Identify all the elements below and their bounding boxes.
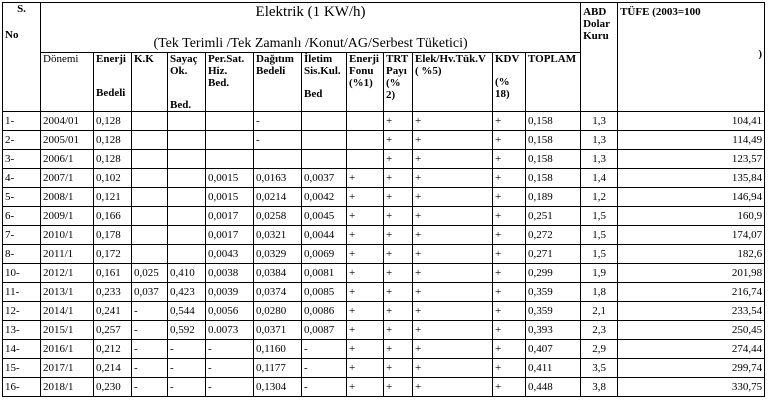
cell-kk: 0,037 <box>132 283 168 302</box>
table-row <box>3 264 765 283</box>
cell-kdv: + <box>493 150 526 169</box>
cell-no: 12- <box>3 302 41 321</box>
cell-donem: 2011/1 <box>41 245 94 264</box>
cell-dagitim <box>254 150 302 169</box>
col-iletim: İletim Sis.Kul. Bed <box>302 53 347 112</box>
col-toplam: TOPLAM <box>526 53 581 112</box>
cell-fonu: + <box>347 245 384 264</box>
cell-enerji: 0,128 <box>94 112 132 131</box>
cell-kk: 0,025 <box>132 264 168 283</box>
cell-trt: + <box>384 150 413 169</box>
cell-kk <box>132 207 168 226</box>
cell-sayac <box>168 207 206 226</box>
cell-iletim: - <box>302 340 347 359</box>
table-title <box>41 3 581 53</box>
cell-kur: 1,3 <box>581 112 618 131</box>
cell-kur: 2,9 <box>581 340 618 359</box>
cell-persat: 0,0017 <box>206 207 254 226</box>
cell-kdv: + <box>493 188 526 207</box>
cell-kdv: + <box>493 207 526 226</box>
cell-sayac: 0,410 <box>168 264 206 283</box>
table-row <box>3 359 765 378</box>
cell-iletim: - <box>302 378 347 397</box>
cell-trt: + <box>384 378 413 397</box>
cell-no: 7- <box>3 226 41 245</box>
cell-donem: 2015/1 <box>41 321 94 340</box>
col-kdv: KDV (% 18) <box>493 53 526 112</box>
cell-elek: + <box>413 340 493 359</box>
cell-persat: 0,0043 <box>206 245 254 264</box>
cell-kur: 2,3 <box>581 321 618 340</box>
cell-elek: + <box>413 245 493 264</box>
cell-iletim: - <box>302 359 347 378</box>
col-enerji-fonu: Enerji Fonu (%1) <box>347 53 384 112</box>
cell-persat: - <box>206 340 254 359</box>
cell-sayac <box>168 131 206 150</box>
col-sayac: Sayaç Ok. Bed. <box>168 53 206 112</box>
cell-tufe: 274,44 <box>618 340 765 359</box>
cell-tufe: 174,07 <box>618 226 765 245</box>
cell-sayac: 0,544 <box>168 302 206 321</box>
cell-trt: + <box>384 226 413 245</box>
cell-dagitim: 0,0214 <box>254 188 302 207</box>
cell-trt: + <box>384 188 413 207</box>
cell-tufe: 146,94 <box>618 188 765 207</box>
cell-kur: 3,5 <box>581 359 618 378</box>
cell-toplam: 0,158 <box>526 169 581 188</box>
cell-sayac: - <box>168 340 206 359</box>
tufe-header: TÜFE (2003=100 ) <box>618 3 765 112</box>
cell-elek: + <box>413 150 493 169</box>
cell-kk: - <box>132 321 168 340</box>
usd-rate-header: ABD Dolar Kuru <box>581 3 618 112</box>
table-row <box>3 207 765 226</box>
cell-trt: + <box>384 207 413 226</box>
cell-tufe: 330,75 <box>618 378 765 397</box>
cell-trt: + <box>384 302 413 321</box>
cell-iletim <box>302 112 347 131</box>
cell-persat <box>206 131 254 150</box>
cell-enerji: 0,128 <box>94 150 132 169</box>
table-row <box>3 245 765 264</box>
cell-iletim: 0,0085 <box>302 283 347 302</box>
table-row <box>3 378 765 397</box>
cell-enerji: 0,214 <box>94 359 132 378</box>
cell-enerji: 0,212 <box>94 340 132 359</box>
cell-trt: + <box>384 245 413 264</box>
cell-tufe: 201,98 <box>618 264 765 283</box>
cell-elek: + <box>413 264 493 283</box>
table-row <box>3 226 765 245</box>
cell-tufe: 299,74 <box>618 359 765 378</box>
cell-donem: 2013/1 <box>41 283 94 302</box>
cell-elek: + <box>413 169 493 188</box>
cell-toplam: 0,189 <box>526 188 581 207</box>
cell-persat: - <box>206 359 254 378</box>
cell-dagitim: 0,1160 <box>254 340 302 359</box>
cell-toplam: 0,448 <box>526 378 581 397</box>
table-row <box>3 169 765 188</box>
cell-elek: + <box>413 188 493 207</box>
cell-enerji: 0,233 <box>94 283 132 302</box>
cell-kur: 1,5 <box>581 245 618 264</box>
cell-iletim: 0,0081 <box>302 264 347 283</box>
cell-trt: + <box>384 112 413 131</box>
cell-no: 13- <box>3 321 41 340</box>
cell-donem: 2010/1 <box>41 226 94 245</box>
cell-iletim: 0,0042 <box>302 188 347 207</box>
cell-toplam: 0,407 <box>526 340 581 359</box>
cell-kk: - <box>132 378 168 397</box>
cell-trt: + <box>384 169 413 188</box>
table-row <box>3 283 765 302</box>
cell-fonu: + <box>347 207 384 226</box>
cell-no: 11- <box>3 283 41 302</box>
cell-donem: 2012/1 <box>41 264 94 283</box>
cell-elek: + <box>413 226 493 245</box>
col-kk: K.K <box>132 53 168 112</box>
cell-fonu <box>347 131 384 150</box>
cell-persat: - <box>206 378 254 397</box>
table-row <box>3 302 765 321</box>
cell-elek: + <box>413 283 493 302</box>
cell-kdv: + <box>493 378 526 397</box>
cell-fonu: + <box>347 264 384 283</box>
cell-elek: + <box>413 302 493 321</box>
cell-dagitim: 0,0384 <box>254 264 302 283</box>
cell-fonu: + <box>347 188 384 207</box>
cell-toplam: 0,271 <box>526 245 581 264</box>
cell-persat: 0,0038 <box>206 264 254 283</box>
cell-trt: + <box>384 264 413 283</box>
cell-enerji: 0,241 <box>94 302 132 321</box>
cell-trt: + <box>384 359 413 378</box>
table-row <box>3 112 765 131</box>
cell-enerji: 0,172 <box>94 245 132 264</box>
table-row <box>3 150 765 169</box>
cell-kdv: + <box>493 321 526 340</box>
cell-fonu: + <box>347 302 384 321</box>
cell-persat: 0,0039 <box>206 283 254 302</box>
cell-dagitim: 0,0371 <box>254 321 302 340</box>
cell-elek: + <box>413 207 493 226</box>
cell-persat <box>206 112 254 131</box>
cell-dagitim: 0,0163 <box>254 169 302 188</box>
cell-enerji: 0,257 <box>94 321 132 340</box>
cell-toplam: 0,272 <box>526 226 581 245</box>
cell-sayac: - <box>168 378 206 397</box>
cell-tufe: 216,74 <box>618 283 765 302</box>
cell-persat: 0.0073 <box>206 321 254 340</box>
cell-fonu: + <box>347 359 384 378</box>
col-dagitim: Dağıtım Bedeli <box>254 53 302 112</box>
cell-dagitim: 0,0258 <box>254 207 302 226</box>
cell-no: 15- <box>3 359 41 378</box>
cell-tufe: 104,41 <box>618 112 765 131</box>
cell-enerji: 0,128 <box>94 131 132 150</box>
cell-fonu: + <box>347 169 384 188</box>
cell-sayac <box>168 245 206 264</box>
cell-no: 5- <box>3 188 41 207</box>
cell-sayac: - <box>168 359 206 378</box>
cell-sayac <box>168 150 206 169</box>
cell-tufe: 123,57 <box>618 150 765 169</box>
cell-donem: 2008/1 <box>41 188 94 207</box>
cell-toplam: 0,359 <box>526 302 581 321</box>
cell-toplam: 0,158 <box>526 150 581 169</box>
cell-iletim <box>302 131 347 150</box>
col-enerji: Enerji Bedeli <box>94 53 132 112</box>
cell-iletim <box>302 150 347 169</box>
cell-fonu: + <box>347 321 384 340</box>
cell-elek: + <box>413 359 493 378</box>
cell-tufe: 114,49 <box>618 131 765 150</box>
cell-kdv: + <box>493 264 526 283</box>
cell-elek: + <box>413 378 493 397</box>
cell-donem: 2005/01 <box>41 131 94 150</box>
cell-donem: 2014/1 <box>41 302 94 321</box>
cell-kur: 2,1 <box>581 302 618 321</box>
cell-dagitim: - <box>254 112 302 131</box>
cell-kk <box>132 131 168 150</box>
cell-enerji: 0,161 <box>94 264 132 283</box>
cell-kdv: + <box>493 112 526 131</box>
cell-persat: 0,0015 <box>206 188 254 207</box>
cell-trt: + <box>384 283 413 302</box>
cell-no: 3- <box>3 150 41 169</box>
cell-kur: 3,8 <box>581 378 618 397</box>
cell-donem: 2018/1 <box>41 378 94 397</box>
table-row <box>3 340 765 359</box>
cell-donem: 2016/1 <box>41 340 94 359</box>
cell-dagitim: 0,0329 <box>254 245 302 264</box>
cell-trt: + <box>384 321 413 340</box>
cell-fonu: + <box>347 378 384 397</box>
cell-no: 14- <box>3 340 41 359</box>
cell-donem: 2006/1 <box>41 150 94 169</box>
cell-sayac: 0,592 <box>168 321 206 340</box>
cell-kdv: + <box>493 226 526 245</box>
cell-kdv: + <box>493 131 526 150</box>
cell-kur: 1,2 <box>581 188 618 207</box>
cell-kk <box>132 150 168 169</box>
cell-tufe: 233,54 <box>618 302 765 321</box>
cell-enerji: 0,178 <box>94 226 132 245</box>
cell-kdv: + <box>493 245 526 264</box>
cell-sayac: 0,423 <box>168 283 206 302</box>
cell-no: 10- <box>3 264 41 283</box>
title-main: Elektrik (1 KW/h) <box>255 4 366 20</box>
cell-kdv: + <box>493 302 526 321</box>
cell-tufe: 182,6 <box>618 245 765 264</box>
table-header-row <box>3 3 765 53</box>
cell-dagitim: - <box>254 131 302 150</box>
cell-no: 1- <box>3 112 41 131</box>
cell-kk <box>132 245 168 264</box>
cell-no: 4- <box>3 169 41 188</box>
cell-tufe: 250,45 <box>618 321 765 340</box>
cell-kk: - <box>132 340 168 359</box>
cell-kdv: + <box>493 283 526 302</box>
cell-kur: 1,4 <box>581 169 618 188</box>
table-row <box>3 188 765 207</box>
cell-sayac <box>168 112 206 131</box>
sno-header: S. No <box>3 3 41 112</box>
cell-no: 2- <box>3 131 41 150</box>
cell-fonu: + <box>347 283 384 302</box>
cell-kdv: + <box>493 359 526 378</box>
cell-toplam: 0,393 <box>526 321 581 340</box>
cell-sayac <box>168 188 206 207</box>
cell-dagitim: 0,1304 <box>254 378 302 397</box>
cell-kk <box>132 188 168 207</box>
cell-elek: + <box>413 112 493 131</box>
col-trt: TRT Payı (% 2) <box>384 53 413 112</box>
cell-donem: 2004/01 <box>41 112 94 131</box>
title-subtitle: (Tek Terimli /Tek Zamanlı /Konut/AG/Serbest Tüketici) <box>153 36 468 51</box>
cell-sayac <box>168 226 206 245</box>
cell-dagitim: 0,1177 <box>254 359 302 378</box>
cell-iletim: 0,0044 <box>302 226 347 245</box>
cell-kk: - <box>132 359 168 378</box>
cell-kur: 1,3 <box>581 150 618 169</box>
cell-donem: 2009/1 <box>41 207 94 226</box>
cell-iletim: 0,0069 <box>302 245 347 264</box>
cell-dagitim: 0,0280 <box>254 302 302 321</box>
cell-fonu: + <box>347 340 384 359</box>
cell-fonu: + <box>347 226 384 245</box>
table-row <box>3 321 765 340</box>
cell-kk <box>132 169 168 188</box>
cell-dagitim: 0,0321 <box>254 226 302 245</box>
cell-toplam: 0,411 <box>526 359 581 378</box>
cell-kdv: + <box>493 169 526 188</box>
table-row <box>3 131 765 150</box>
cell-toplam: 0,251 <box>526 207 581 226</box>
cell-kur: 1,9 <box>581 264 618 283</box>
cell-trt: + <box>384 131 413 150</box>
cell-kur: 1,5 <box>581 207 618 226</box>
cell-dagitim: 0,0374 <box>254 283 302 302</box>
cell-fonu <box>347 150 384 169</box>
cell-kur: 1,3 <box>581 131 618 150</box>
cell-no: 6- <box>3 207 41 226</box>
electricity-tariff-table <box>2 2 765 397</box>
cell-persat <box>206 150 254 169</box>
cell-toplam: 0,299 <box>526 264 581 283</box>
cell-elek: + <box>413 131 493 150</box>
cell-no: 8- <box>3 245 41 264</box>
col-elek: Elek/Hv.Tük.V ( %5) <box>413 53 493 112</box>
col-donem: Dönemi <box>41 53 94 112</box>
cell-persat: 0,0015 <box>206 169 254 188</box>
cell-iletim: 0,0087 <box>302 321 347 340</box>
cell-kk <box>132 226 168 245</box>
cell-iletim: 0,0037 <box>302 169 347 188</box>
cell-kur: 1,8 <box>581 283 618 302</box>
cell-donem: 2007/1 <box>41 169 94 188</box>
cell-toplam: 0,359 <box>526 283 581 302</box>
cell-tufe: 160,9 <box>618 207 765 226</box>
cell-kur: 1,5 <box>581 226 618 245</box>
cell-kdv: + <box>493 340 526 359</box>
cell-toplam: 0,158 <box>526 112 581 131</box>
cell-kk: - <box>132 302 168 321</box>
cell-kk <box>132 112 168 131</box>
cell-donem: 2017/1 <box>41 359 94 378</box>
cell-persat: 0,0017 <box>206 226 254 245</box>
cell-enerji: 0,102 <box>94 169 132 188</box>
cell-persat: 0,0056 <box>206 302 254 321</box>
col-persat: Per.Sat. Hiz. Bed. <box>206 53 254 112</box>
cell-no: 16- <box>3 378 41 397</box>
cell-iletim: 0,0045 <box>302 207 347 226</box>
cell-toplam: 0,158 <box>526 131 581 150</box>
cell-iletim: 0,0086 <box>302 302 347 321</box>
cell-elek: + <box>413 321 493 340</box>
cell-tufe: 135,84 <box>618 169 765 188</box>
cell-enerji: 0,230 <box>94 378 132 397</box>
cell-enerji: 0,121 <box>94 188 132 207</box>
cell-fonu <box>347 112 384 131</box>
cell-trt: + <box>384 340 413 359</box>
cell-enerji: 0,166 <box>94 207 132 226</box>
cell-sayac <box>168 169 206 188</box>
